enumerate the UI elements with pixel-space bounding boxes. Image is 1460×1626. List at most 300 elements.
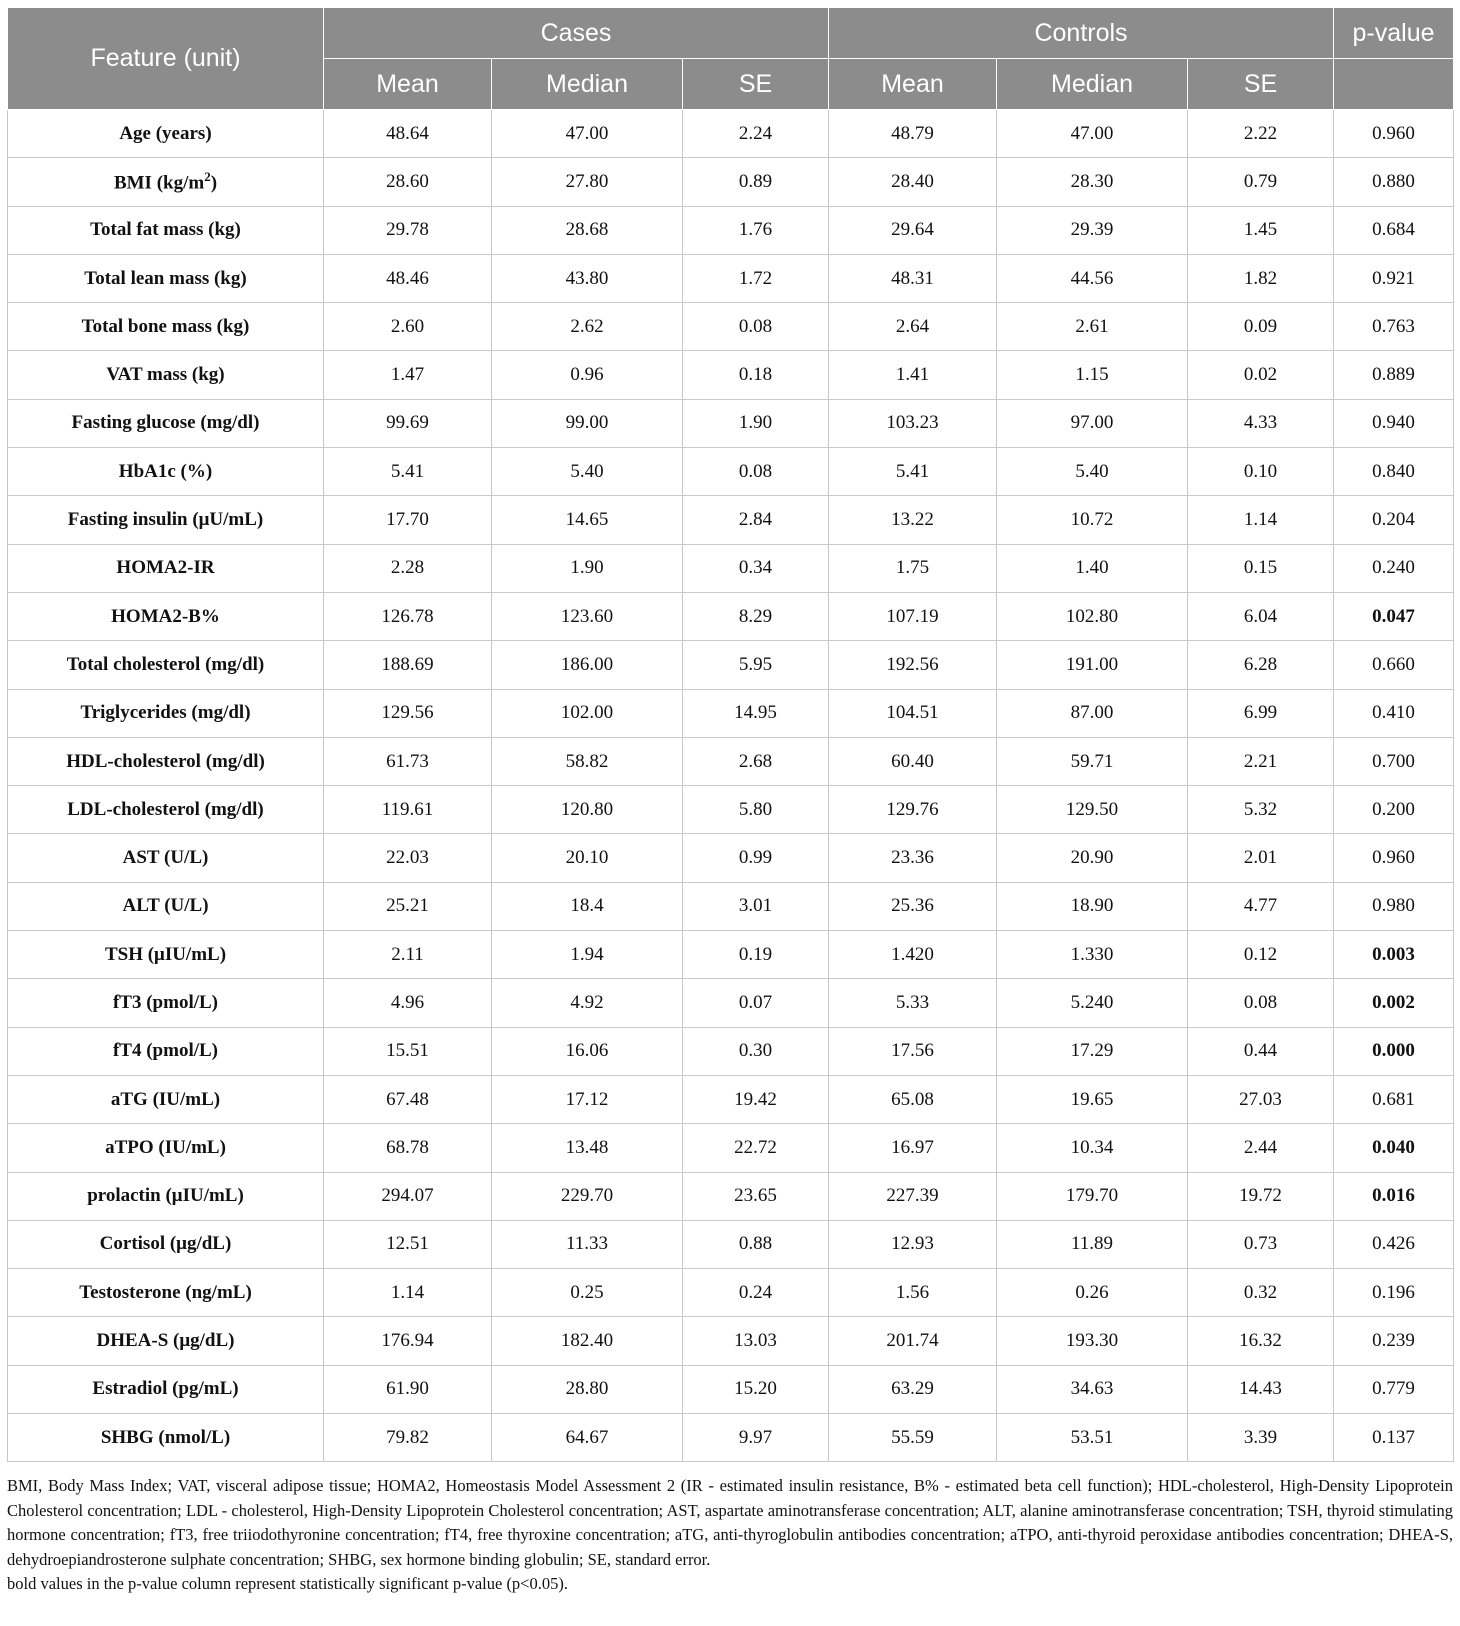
table-row (8, 254, 1454, 302)
controls-median-cell: 129.50 (997, 786, 1188, 834)
feature-cell (8, 1075, 324, 1123)
controls-se-cell: 1.14 (1188, 496, 1334, 544)
feature-label: fT4 (pmol/L) (112, 1040, 219, 1062)
cases-mean-cell: 15.51 (324, 1027, 492, 1075)
cases-mean-cell: 1.47 (324, 351, 492, 399)
table-row (8, 351, 1454, 399)
controls-median-cell: 97.00 (997, 399, 1188, 447)
feature-cell (8, 979, 324, 1027)
table-row (8, 834, 1454, 882)
cases-median-cell: 16.06 (492, 1027, 683, 1075)
controls-median-cell: 193.30 (997, 1317, 1188, 1365)
feature-label: Total cholesterol (mg/dl) (66, 653, 265, 675)
cases-se-cell: 13.03 (683, 1317, 829, 1365)
feature-cell (8, 544, 324, 592)
feature-cell (8, 399, 324, 447)
feature-label: Testosterone (ng/mL) (79, 1281, 252, 1303)
table-header (8, 8, 1454, 110)
feature-label: Age (years) (119, 122, 212, 144)
controls-mean-cell: 1.75 (829, 544, 997, 592)
cases-mean-cell: 68.78 (324, 1124, 492, 1172)
cases-mean-cell: 48.64 (324, 110, 492, 158)
controls-se-cell: 0.10 (1188, 448, 1334, 496)
feature-cell (8, 1220, 324, 1268)
controls-mean-cell: 63.29 (829, 1365, 997, 1413)
cases-se-cell: 0.34 (683, 544, 829, 592)
feature-label: Total bone mass (kg) (81, 315, 250, 337)
controls-mean-cell: 60.40 (829, 737, 997, 785)
feature-cell (8, 1317, 324, 1365)
controls-median-cell: 28.30 (997, 158, 1188, 206)
controls-se-cell: 0.44 (1188, 1027, 1334, 1075)
pvalue-cell: 0.426 (1334, 1220, 1454, 1268)
feature-label: BMI (kg/m (113, 172, 205, 194)
header-cases: Cases (324, 8, 829, 59)
feature-label: DHEA-S (μg/dL) (96, 1330, 235, 1352)
cases-median-cell: 1.94 (492, 931, 683, 979)
feature-cell (8, 592, 324, 640)
abbreviations-footnote: BMI, Body Mass Index; VAT, visceral adipose tissue; HOMA2, Homeostasis Model Assessment 2 (IR - estimated insulin resistance, B% - estimated beta cell function); HDL-cholesterol, High-Density Lipoprotein Cholesterol concentration; LDL - cholesterol, High-Density Lipoprotein Cholesterol concentration; AST, aspartate aminotransferase concentration; ALT, alanine aminotransferase concentration; TSH, thyroid stimulating hormone concentration; fT3, free triiodothyronine concentration; fT4, free thyroxine concentration; aTG, anti-thyroglobulin antibodies concentration; aTPO, anti-thyroid peroxidase antibodies concentration; DHEA-S, dehydroepiandrosterone sulphate concentration; SHBG, sex hormone binding globulin; SE, standard error. (7, 1476, 1453, 1569)
controls-median-cell: 10.72 (997, 496, 1188, 544)
feature-label: VAT mass (kg) (106, 364, 225, 386)
cases-mean-cell: 1.14 (324, 1269, 492, 1317)
cases-mean-cell: 99.69 (324, 399, 492, 447)
table-row (8, 1414, 1454, 1462)
feature-cell (8, 786, 324, 834)
controls-median-cell: 19.65 (997, 1075, 1188, 1123)
cases-mean-cell: 2.11 (324, 931, 492, 979)
feature-cell (8, 1269, 324, 1317)
cases-median-cell: 1.90 (492, 544, 683, 592)
controls-mean-cell: 129.76 (829, 786, 997, 834)
controls-median-cell: 179.70 (997, 1172, 1188, 1220)
controls-median-cell: 0.26 (997, 1269, 1188, 1317)
table-row (8, 931, 1454, 979)
table-row (8, 158, 1454, 206)
feature-label: AST (U/L) (122, 847, 209, 869)
cases-se-cell: 0.08 (683, 448, 829, 496)
controls-mean-cell: 1.56 (829, 1269, 997, 1317)
cases-median-cell: 43.80 (492, 254, 683, 302)
controls-mean-cell: 25.36 (829, 882, 997, 930)
cases-median-cell: 120.80 (492, 786, 683, 834)
controls-median-cell: 1.40 (997, 544, 1188, 592)
pvalue-cell: 0.921 (1334, 254, 1454, 302)
cases-se-cell: 0.19 (683, 931, 829, 979)
controls-se-cell: 16.32 (1188, 1317, 1334, 1365)
pvalue-cell: 0.137 (1334, 1414, 1454, 1462)
controls-median-cell: 1.330 (997, 931, 1188, 979)
feature-label: Total fat mass (kg) (90, 219, 241, 241)
controls-se-cell: 6.28 (1188, 641, 1334, 689)
cases-mean-cell: 4.96 (324, 979, 492, 1027)
cases-median-cell: 27.80 (492, 158, 683, 206)
feature-label: Cortisol (μg/dL) (99, 1233, 232, 1255)
feature-label: LDL-cholesterol (mg/dl) (67, 798, 264, 820)
pvalue-cell: 0.960 (1334, 110, 1454, 158)
feature-label: HOMA2-IR (116, 557, 215, 579)
pvalue-cell: 0.239 (1334, 1317, 1454, 1365)
feature-cell (8, 110, 324, 158)
feature-label-suffix: ) (210, 172, 218, 194)
controls-se-cell: 19.72 (1188, 1172, 1334, 1220)
controls-mean-cell: 17.56 (829, 1027, 997, 1075)
header-controls-se: SE (1188, 59, 1334, 110)
cases-se-cell: 14.95 (683, 689, 829, 737)
table-row (8, 882, 1454, 930)
feature-cell (8, 1172, 324, 1220)
table-row (8, 1075, 1454, 1123)
controls-se-cell: 0.08 (1188, 979, 1334, 1027)
feature-label: prolactin (μIU/mL) (87, 1185, 244, 1207)
cases-median-cell: 102.00 (492, 689, 683, 737)
controls-se-cell: 6.04 (1188, 592, 1334, 640)
controls-median-cell: 191.00 (997, 641, 1188, 689)
controls-median-cell: 5.240 (997, 979, 1188, 1027)
controls-mean-cell: 55.59 (829, 1414, 997, 1462)
controls-median-cell: 102.80 (997, 592, 1188, 640)
controls-mean-cell: 1.41 (829, 351, 997, 399)
cases-median-cell: 0.96 (492, 351, 683, 399)
cases-se-cell: 0.30 (683, 1027, 829, 1075)
table-row (8, 592, 1454, 640)
controls-mean-cell: 48.79 (829, 110, 997, 158)
controls-se-cell: 4.77 (1188, 882, 1334, 930)
feature-label: HbA1c (%) (118, 460, 213, 482)
controls-se-cell: 5.32 (1188, 786, 1334, 834)
cases-median-cell: 17.12 (492, 1075, 683, 1123)
controls-mean-cell: 5.41 (829, 448, 997, 496)
feature-label: Fasting glucose (mg/dl) (71, 412, 260, 434)
table-row (8, 544, 1454, 592)
cases-se-cell: 9.97 (683, 1414, 829, 1462)
cases-median-cell: 2.62 (492, 303, 683, 351)
cases-se-cell: 0.99 (683, 834, 829, 882)
table-row (8, 1027, 1454, 1075)
cases-median-cell: 47.00 (492, 110, 683, 158)
header-cases-median: Median (492, 59, 683, 110)
feature-label: TSH (μIU/mL) (104, 943, 227, 965)
cases-mean-cell: 5.41 (324, 448, 492, 496)
table-row (8, 1124, 1454, 1172)
pvalue-cell: 0.000 (1334, 1027, 1454, 1075)
cases-median-cell: 123.60 (492, 592, 683, 640)
controls-mean-cell: 2.64 (829, 303, 997, 351)
pvalue-cell: 0.880 (1334, 158, 1454, 206)
cases-mean-cell: 188.69 (324, 641, 492, 689)
feature-cell (8, 1365, 324, 1413)
pvalue-cell: 0.980 (1334, 882, 1454, 930)
feature-cell (8, 351, 324, 399)
cases-se-cell: 0.88 (683, 1220, 829, 1268)
feature-label: fT3 (pmol/L) (112, 991, 219, 1013)
cases-se-cell: 5.80 (683, 786, 829, 834)
header-controls: Controls (829, 8, 1334, 59)
cases-mean-cell: 48.46 (324, 254, 492, 302)
table-row (8, 1317, 1454, 1365)
cases-se-cell: 22.72 (683, 1124, 829, 1172)
feature-cell (8, 448, 324, 496)
controls-mean-cell: 13.22 (829, 496, 997, 544)
cases-se-cell: 23.65 (683, 1172, 829, 1220)
cases-se-cell: 2.68 (683, 737, 829, 785)
controls-se-cell: 0.15 (1188, 544, 1334, 592)
feature-cell (8, 1027, 324, 1075)
feature-cell (8, 206, 324, 254)
cases-se-cell: 1.72 (683, 254, 829, 302)
table-row (8, 399, 1454, 447)
feature-label: HOMA2-B% (111, 605, 220, 627)
cases-median-cell: 99.00 (492, 399, 683, 447)
cases-median-cell: 5.40 (492, 448, 683, 496)
feature-cell (8, 496, 324, 544)
significance-footnote: bold values in the p-value column represent statistically significant p-value (p<0.05). (7, 1574, 568, 1593)
feature-label: SHBG (nmol/L) (100, 1426, 231, 1448)
cases-mean-cell: 67.48 (324, 1075, 492, 1123)
table-row (8, 303, 1454, 351)
controls-se-cell: 1.45 (1188, 206, 1334, 254)
cases-se-cell: 1.76 (683, 206, 829, 254)
results-table (7, 7, 1454, 1462)
cases-median-cell: 58.82 (492, 737, 683, 785)
feature-cell (8, 1414, 324, 1462)
table-footnotes (7, 1474, 1453, 1597)
controls-se-cell: 0.12 (1188, 931, 1334, 979)
cases-mean-cell: 176.94 (324, 1317, 492, 1365)
feature-cell (8, 1124, 324, 1172)
pvalue-cell: 0.240 (1334, 544, 1454, 592)
cases-se-cell: 1.90 (683, 399, 829, 447)
pvalue-cell: 0.684 (1334, 206, 1454, 254)
controls-se-cell: 4.33 (1188, 399, 1334, 447)
cases-median-cell: 28.80 (492, 1365, 683, 1413)
controls-median-cell: 10.34 (997, 1124, 1188, 1172)
cases-mean-cell: 61.90 (324, 1365, 492, 1413)
controls-mean-cell: 103.23 (829, 399, 997, 447)
cases-median-cell: 186.00 (492, 641, 683, 689)
controls-median-cell: 20.90 (997, 834, 1188, 882)
pvalue-cell: 0.940 (1334, 399, 1454, 447)
pvalue-cell: 0.196 (1334, 1269, 1454, 1317)
table-row (8, 786, 1454, 834)
table-row (8, 1220, 1454, 1268)
feature-cell (8, 882, 324, 930)
cases-se-cell: 2.84 (683, 496, 829, 544)
cases-mean-cell: 2.28 (324, 544, 492, 592)
cases-mean-cell: 29.78 (324, 206, 492, 254)
controls-median-cell: 29.39 (997, 206, 1188, 254)
controls-se-cell: 2.44 (1188, 1124, 1334, 1172)
feature-superscript: 2 (204, 169, 211, 185)
feature-label: Estradiol (pg/mL) (92, 1378, 239, 1400)
header-pvalue: p-value (1334, 8, 1454, 59)
header-cases-se: SE (683, 59, 829, 110)
table-row (8, 1269, 1454, 1317)
pvalue-cell: 0.410 (1334, 689, 1454, 737)
feature-label: Fasting insulin (μU/mL) (67, 509, 264, 531)
cases-se-cell: 0.08 (683, 303, 829, 351)
cases-mean-cell: 12.51 (324, 1220, 492, 1268)
controls-median-cell: 5.40 (997, 448, 1188, 496)
controls-mean-cell: 104.51 (829, 689, 997, 737)
table-row (8, 448, 1454, 496)
controls-median-cell: 11.89 (997, 1220, 1188, 1268)
controls-median-cell: 1.15 (997, 351, 1188, 399)
cases-se-cell: 0.18 (683, 351, 829, 399)
cases-mean-cell: 25.21 (324, 882, 492, 930)
cases-se-cell: 2.24 (683, 110, 829, 158)
controls-median-cell: 18.90 (997, 882, 1188, 930)
controls-mean-cell: 227.39 (829, 1172, 997, 1220)
cases-mean-cell: 294.07 (324, 1172, 492, 1220)
controls-mean-cell: 29.64 (829, 206, 997, 254)
cases-se-cell: 5.95 (683, 641, 829, 689)
pvalue-cell: 0.681 (1334, 1075, 1454, 1123)
feature-cell (8, 303, 324, 351)
controls-mean-cell: 12.93 (829, 1220, 997, 1268)
table-body (8, 110, 1454, 1462)
cases-se-cell: 0.07 (683, 979, 829, 1027)
table-row (8, 689, 1454, 737)
feature-label: aTPO (IU/mL) (105, 1136, 226, 1158)
cases-se-cell: 0.24 (683, 1269, 829, 1317)
pvalue-cell: 0.763 (1334, 303, 1454, 351)
table-row (8, 206, 1454, 254)
controls-se-cell: 0.32 (1188, 1269, 1334, 1317)
table-row (8, 496, 1454, 544)
feature-label: Total lean mass (kg) (84, 267, 247, 289)
header-controls-median: Median (997, 59, 1188, 110)
pvalue-cell: 0.040 (1334, 1124, 1454, 1172)
table-row (8, 1172, 1454, 1220)
cases-mean-cell: 2.60 (324, 303, 492, 351)
controls-mean-cell: 107.19 (829, 592, 997, 640)
feature-cell (8, 158, 324, 206)
controls-se-cell: 2.22 (1188, 110, 1334, 158)
cases-median-cell: 28.68 (492, 206, 683, 254)
table-row (8, 110, 1454, 158)
controls-se-cell: 6.99 (1188, 689, 1334, 737)
feature-label: ALT (U/L) (122, 895, 209, 917)
pvalue-cell: 0.002 (1334, 979, 1454, 1027)
controls-se-cell: 0.73 (1188, 1220, 1334, 1268)
controls-mean-cell: 23.36 (829, 834, 997, 882)
feature-cell (8, 641, 324, 689)
cases-median-cell: 182.40 (492, 1317, 683, 1365)
header-controls-mean: Mean (829, 59, 997, 110)
controls-se-cell: 14.43 (1188, 1365, 1334, 1413)
controls-median-cell: 87.00 (997, 689, 1188, 737)
pvalue-cell: 0.889 (1334, 351, 1454, 399)
controls-median-cell: 34.63 (997, 1365, 1188, 1413)
pvalue-cell: 0.779 (1334, 1365, 1454, 1413)
feature-cell (8, 931, 324, 979)
pvalue-cell: 0.840 (1334, 448, 1454, 496)
cases-median-cell: 18.4 (492, 882, 683, 930)
controls-mean-cell: 48.31 (829, 254, 997, 302)
pvalue-cell: 0.204 (1334, 496, 1454, 544)
pvalue-cell: 0.200 (1334, 786, 1454, 834)
feature-cell (8, 737, 324, 785)
controls-mean-cell: 192.56 (829, 641, 997, 689)
cases-mean-cell: 22.03 (324, 834, 492, 882)
header-pvalue-blank (1334, 59, 1454, 110)
header-feature: Feature (unit) (8, 8, 324, 110)
controls-median-cell: 2.61 (997, 303, 1188, 351)
pvalue-cell: 0.700 (1334, 737, 1454, 785)
controls-se-cell: 2.21 (1188, 737, 1334, 785)
cases-median-cell: 229.70 (492, 1172, 683, 1220)
controls-se-cell: 0.09 (1188, 303, 1334, 351)
cases-median-cell: 64.67 (492, 1414, 683, 1462)
cases-mean-cell: 129.56 (324, 689, 492, 737)
feature-cell (8, 689, 324, 737)
feature-cell (8, 834, 324, 882)
controls-median-cell: 17.29 (997, 1027, 1188, 1075)
pvalue-cell: 0.660 (1334, 641, 1454, 689)
cases-se-cell: 0.89 (683, 158, 829, 206)
pvalue-cell: 0.047 (1334, 592, 1454, 640)
header-cases-mean: Mean (324, 59, 492, 110)
cases-median-cell: 13.48 (492, 1124, 683, 1172)
controls-median-cell: 44.56 (997, 254, 1188, 302)
controls-se-cell: 0.79 (1188, 158, 1334, 206)
feature-label: Triglycerides (mg/dl) (80, 702, 251, 724)
controls-se-cell: 27.03 (1188, 1075, 1334, 1123)
controls-median-cell: 59.71 (997, 737, 1188, 785)
cases-mean-cell: 17.70 (324, 496, 492, 544)
feature-cell (8, 254, 324, 302)
table-row (8, 641, 1454, 689)
controls-se-cell: 2.01 (1188, 834, 1334, 882)
table-row (8, 1365, 1454, 1413)
controls-median-cell: 53.51 (997, 1414, 1188, 1462)
controls-median-cell: 47.00 (997, 110, 1188, 158)
results-table-container (7, 7, 1453, 1462)
controls-mean-cell: 201.74 (829, 1317, 997, 1365)
cases-median-cell: 20.10 (492, 834, 683, 882)
controls-mean-cell: 1.420 (829, 931, 997, 979)
controls-se-cell: 3.39 (1188, 1414, 1334, 1462)
cases-mean-cell: 28.60 (324, 158, 492, 206)
table-row (8, 737, 1454, 785)
controls-mean-cell: 65.08 (829, 1075, 997, 1123)
cases-se-cell: 8.29 (683, 592, 829, 640)
table-row (8, 979, 1454, 1027)
cases-median-cell: 0.25 (492, 1269, 683, 1317)
pvalue-cell: 0.016 (1334, 1172, 1454, 1220)
cases-median-cell: 14.65 (492, 496, 683, 544)
controls-se-cell: 1.82 (1188, 254, 1334, 302)
cases-mean-cell: 126.78 (324, 592, 492, 640)
cases-mean-cell: 79.82 (324, 1414, 492, 1462)
cases-median-cell: 11.33 (492, 1220, 683, 1268)
feature-label: aTG (IU/mL) (110, 1088, 221, 1110)
feature-label: HDL-cholesterol (mg/dl) (66, 750, 265, 772)
cases-se-cell: 3.01 (683, 882, 829, 930)
pvalue-cell: 0.003 (1334, 931, 1454, 979)
cases-median-cell: 4.92 (492, 979, 683, 1027)
controls-mean-cell: 28.40 (829, 158, 997, 206)
pvalue-cell: 0.960 (1334, 834, 1454, 882)
cases-mean-cell: 119.61 (324, 786, 492, 834)
cases-mean-cell: 61.73 (324, 737, 492, 785)
controls-se-cell: 0.02 (1188, 351, 1334, 399)
cases-se-cell: 15.20 (683, 1365, 829, 1413)
controls-mean-cell: 5.33 (829, 979, 997, 1027)
controls-mean-cell: 16.97 (829, 1124, 997, 1172)
cases-se-cell: 19.42 (683, 1075, 829, 1123)
